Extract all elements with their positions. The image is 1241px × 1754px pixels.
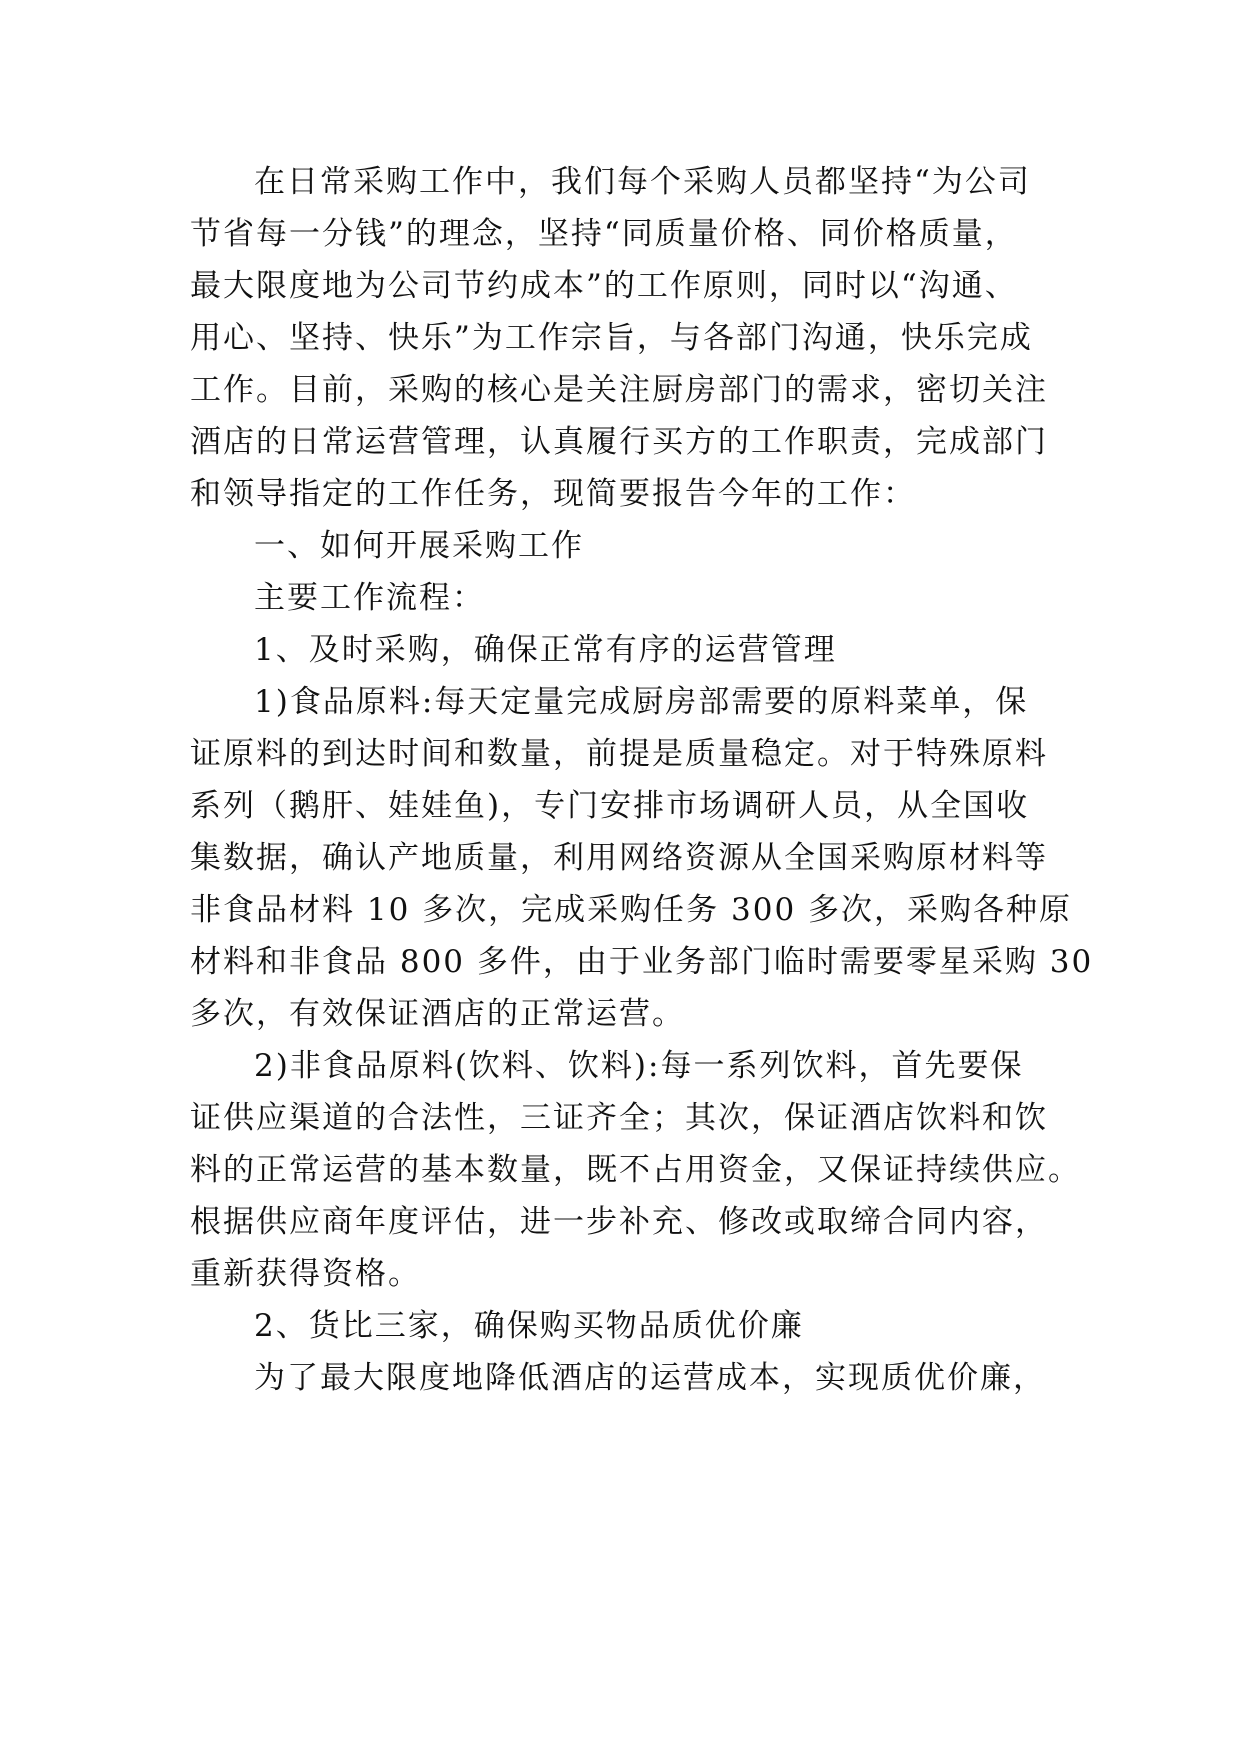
paragraph-line: 2)非食品原料(饮料、饮料):每一系列饮料，首先要保 — [254, 1048, 1024, 1084]
paragraph-line: 多次，有效保证酒店的正常运营。 — [190, 996, 685, 1032]
paragraph-line: 1)食品原料:每天定量完成厨房部需要的原料菜单，保 — [254, 684, 1029, 720]
paragraph-line: 证供应渠道的合法性，三证齐全；其次，保证酒店饮料和饮 — [190, 1100, 1048, 1136]
paragraph-line: 为了最大限度地降低酒店的运营成本，实现质优价廉， — [254, 1360, 1046, 1396]
paragraph-line: 证原料的到达时间和数量，前提是质量稳定。对于特殊原料 — [190, 736, 1048, 772]
subsection-heading: 主要工作流程： — [254, 580, 485, 616]
paragraph-line: 根据供应商年度评估，进一步补充、修改或取缔合同内容， — [190, 1204, 1048, 1240]
paragraph-line: 系列（鹅肝、娃娃鱼)，专门安排市场调研人员，从全国收 — [190, 788, 1030, 824]
paragraph-line: 用心、坚持、快乐”为工作宗旨，与各部门沟通，快乐完成 — [190, 320, 1033, 356]
paragraph-line: 和领导指定的工作任务，现简要报告今年的工作： — [190, 476, 916, 512]
paragraph-line: 重新获得资格。 — [190, 1256, 421, 1292]
paragraph-line: 酒店的日常运营管理，认真履行买方的工作职责，完成部门 — [190, 424, 1048, 460]
paragraph-line: 最大限度地为公司节约成本”的工作原则，同时以“沟通、 — [190, 268, 1018, 304]
paragraph-line: 材料和非食品 800 多件，由于业务部门临时需要零星采购 30 — [190, 944, 1094, 980]
paragraph-line: 集数据，确认产地质量，利用网络资源从全国采购原材料等 — [190, 840, 1048, 876]
paragraph-line: 料的正常运营的基本数量，既不占用资金，又保证持续供应。 — [190, 1152, 1081, 1188]
subsection-heading: 2、货比三家，确保购买物品质优价廉 — [254, 1308, 804, 1344]
paragraph-line: 非食品材料 10 多次，完成采购任务 300 多次，采购各种原 — [190, 892, 1073, 928]
paragraph-line: 在日常采购工作中，我们每个采购人员都坚持“为公司 — [254, 164, 1031, 200]
subsection-heading: 1、及时采购，确保正常有序的运营管理 — [254, 632, 837, 668]
paragraph-line: 节省每一分钱”的理念，坚持“同质量价格、同价格质量， — [190, 216, 1018, 252]
paragraph-line: 工作。目前，采购的核心是关注厨房部门的需求，密切关注 — [190, 372, 1048, 408]
section-heading: 一、如何开展采购工作 — [254, 528, 584, 564]
